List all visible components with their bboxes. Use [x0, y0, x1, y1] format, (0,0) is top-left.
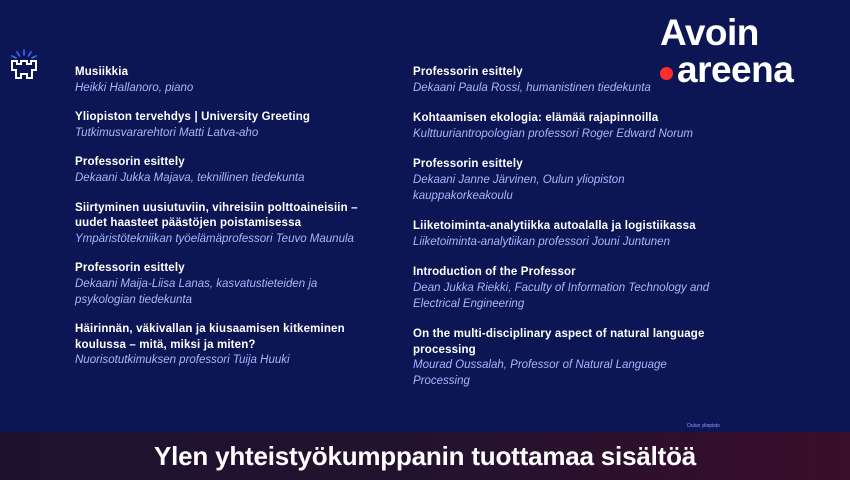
program-item-presenter: Nuorisotutkimuksen professori Tuija Huuki — [75, 354, 290, 367]
brand-line-2: areena — [677, 49, 794, 90]
program-item-title: Häirinnän, väkivallan ja kiusaamisen kitkeminen koulussa – mitä, miksi ja miten? — [75, 323, 345, 351]
program-item-presenter: Mourad Oussalah, Professor of Natural Language Processing — [413, 359, 667, 387]
program-item — [75, 201, 380, 248]
program-left-column — [75, 65, 380, 383]
program-item-presenter: Dekaani Paula Rossi, humanistinen tiedekunta — [413, 81, 651, 94]
program-item-title: Siirtyminen uusiutuviin, vihreisiin polttoaineisiin – uudet haasteet päästöjen poistamisessa — [75, 201, 358, 230]
program-item-presenter: Liiketoiminta-analytiikan professori Jouni Juntunen — [413, 235, 670, 248]
program-item — [413, 265, 713, 312]
program-item-title: On the multi-disciplinary aspect of natural language processing — [413, 328, 705, 356]
program-item-title: Yliopiston tervehdys | University Greeting — [75, 111, 311, 124]
program-item-title: Professorin esittely — [413, 158, 523, 171]
program-item — [75, 261, 380, 308]
brand-line-1: Avoin — [660, 12, 759, 53]
university-logo-icon — [9, 48, 39, 88]
program-item-title: Introduction of the Professor — [413, 266, 576, 279]
program-item-presenter: Dekaani Janne Järvinen, Oulun yliopiston kauppakorkeakoulu — [413, 173, 625, 202]
red-dot-icon — [660, 67, 673, 80]
program-item-presenter: Ympäristötekniikan työelämäprofessori Teuvo Maunula — [75, 232, 354, 245]
brand-line-2-row — [660, 49, 835, 90]
program-item-title: Professorin esittely — [75, 156, 185, 169]
program-right-column — [413, 65, 713, 405]
program-item-title: Musiikkia — [75, 66, 129, 78]
program-item — [413, 327, 713, 389]
program-item-presenter: Heikki Hallanoro, piano — [75, 81, 194, 94]
program-item-title: Kohtaamisen ekologia: elämää rajapinnoilla — [413, 112, 659, 125]
banner-text: Ylen yhteistyökumppanin tuottamaa sisältöä — [153, 440, 697, 471]
program-item-presenter: Tutkimusvararehtori Matti Latva-aho — [75, 126, 259, 139]
program-item-presenter: Kulttuuriantropologian professori Roger Edward Norum — [413, 127, 693, 140]
program-item — [413, 111, 713, 142]
program-item — [75, 155, 380, 186]
program-item-presenter: Dekaani Maija-Liisa Lanas, kasvatustieteiden ja psykologian tiedekunta — [75, 277, 318, 306]
slide-footer-note: Oulun yliopisto — [687, 423, 720, 429]
program-item-title: Professorin esittely — [413, 66, 523, 78]
program-item-title: Liiketoiminta-analytiikka autoalalla ja logistiikassa — [413, 220, 696, 233]
program-item — [75, 110, 380, 141]
program-item-presenter: Dean Jukka Riekki, Faculty of Information Technology and Electrical Engineering — [413, 281, 710, 310]
program-item — [413, 157, 713, 204]
partner-content-banner — [0, 432, 850, 480]
program-item — [413, 219, 713, 250]
program-item — [75, 65, 380, 96]
program-item-title: Professorin esittely — [75, 262, 185, 275]
avoin-areena-logo — [660, 14, 835, 88]
program-item-presenter: Dekaani Jukka Majava, teknillinen tiedekunta — [75, 171, 305, 184]
program-item — [75, 322, 380, 369]
